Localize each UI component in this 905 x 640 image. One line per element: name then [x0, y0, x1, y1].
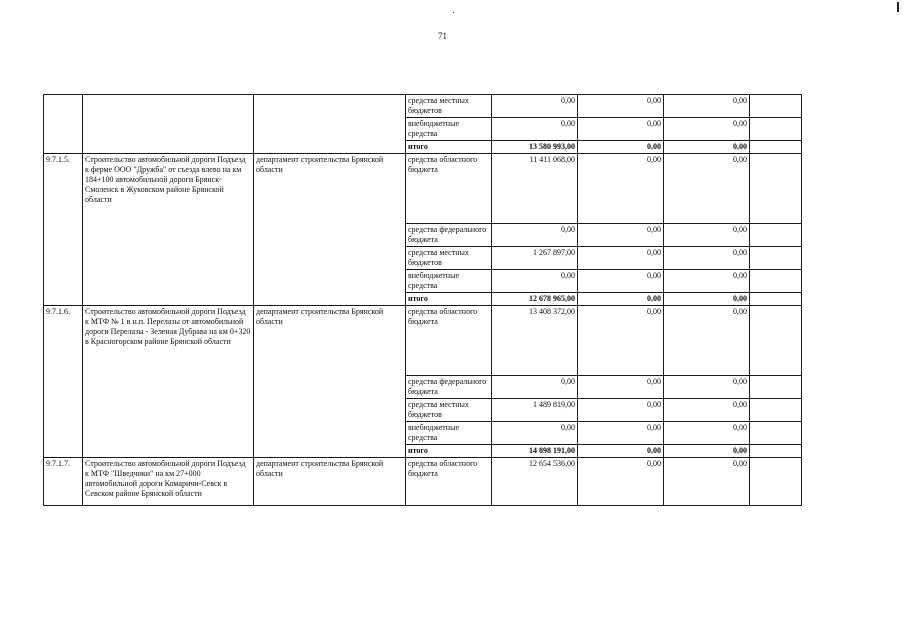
- project-code: 9.7.1.5.: [44, 154, 83, 306]
- extra-cell: [750, 247, 802, 270]
- code-cell: [44, 95, 83, 154]
- project-name: Строительство автомобильной дороги Подъезд к ферме ООО "Дружба" от съезда влево на км 184+100 автомобильной дороги Брянск-Смоленск в Жуковском районе Брянской области: [83, 154, 254, 306]
- amount-v1: 12 654 536,00: [492, 458, 578, 506]
- amount-v2: 0,00: [578, 224, 664, 247]
- amount-v1: 0,00: [492, 95, 578, 118]
- extra-cell: [750, 445, 802, 458]
- extra-cell: [750, 376, 802, 399]
- amount-v1: 0,00: [492, 270, 578, 293]
- amount-v3: 0,00: [664, 293, 750, 306]
- amount-v1: 0,00: [492, 376, 578, 399]
- amount-v2: 0,00: [578, 293, 664, 306]
- extra-cell: [750, 306, 802, 376]
- table-row: [44, 306, 802, 376]
- name-cell: [83, 95, 254, 154]
- funding-source: внебюджетные средства: [406, 422, 492, 445]
- funding-source: средства местных бюджетов: [406, 247, 492, 270]
- amount-v2: 0,00: [578, 399, 664, 422]
- extra-cell: [750, 422, 802, 445]
- amount-v2: 0,00: [578, 247, 664, 270]
- funding-source: средства областного бюджета: [406, 306, 492, 376]
- amount-v1: 0,00: [492, 118, 578, 141]
- funding-source: внебюджетные средства: [406, 118, 492, 141]
- amount-v2: 0,00: [578, 270, 664, 293]
- amount-v3: 0,00: [664, 445, 750, 458]
- project-code: 9.7.1.7.: [44, 458, 83, 506]
- funding-source: средства областного бюджета: [406, 458, 492, 506]
- amount-v1: 0,00: [492, 422, 578, 445]
- total-label: итого: [406, 445, 492, 458]
- table-row: [44, 154, 802, 224]
- amount-v2: 0,00: [578, 306, 664, 376]
- funding-source: средства областного бюджета: [406, 154, 492, 224]
- amount-v1: 13 580 993,00: [492, 141, 578, 154]
- amount-v1: 1 489 819,00: [492, 399, 578, 422]
- extra-cell: [750, 399, 802, 422]
- extra-cell: [750, 224, 802, 247]
- total-label: итого: [406, 141, 492, 154]
- amount-v1: 11 411 068,00: [492, 154, 578, 224]
- project-executor: департамент строительства Брянской области: [254, 154, 406, 306]
- amount-v2: 0,00: [578, 458, 664, 506]
- budget-table: [43, 94, 802, 506]
- project-executor: департамент строительства Брянской области: [254, 306, 406, 458]
- amount-v3: 0,00: [664, 306, 750, 376]
- extra-cell: [750, 270, 802, 293]
- amount-v3: 0,00: [664, 270, 750, 293]
- funding-source: внебюджетные средства: [406, 270, 492, 293]
- amount-v3: 0,00: [664, 422, 750, 445]
- amount-v3: 0,00: [664, 154, 750, 224]
- extra-cell: [750, 118, 802, 141]
- amount-v1: 12 678 965,00: [492, 293, 578, 306]
- amount-v2: 0,00: [578, 118, 664, 141]
- funding-source: средства местных бюджетов: [406, 95, 492, 118]
- amount-v1: 13 408 372,00: [492, 306, 578, 376]
- amount-v3: 0,00: [664, 224, 750, 247]
- amount-v3: 0,00: [664, 376, 750, 399]
- project-name: Строительство автомобильной дороги Подъезд к МТФ № 1 в н.п. Перелазы от автомобильной дороги Перелазы - Зеленая Дубрава на км 0+320 в Красногорском районе Брянской области: [83, 306, 254, 458]
- amount-v3: 0,00: [664, 247, 750, 270]
- project-executor: департамент строительства Брянской области: [254, 458, 406, 506]
- extra-cell: [750, 154, 802, 224]
- amount-v2: 0,00: [578, 154, 664, 224]
- amount-v3: 0,00: [664, 118, 750, 141]
- amount-v1: 0,00: [492, 224, 578, 247]
- scan-mark-dot: [453, 12, 454, 13]
- extra-cell: [750, 95, 802, 118]
- amount-v1: 14 898 191,00: [492, 445, 578, 458]
- funding-source: средства федерального бюджета: [406, 376, 492, 399]
- table-row: [44, 95, 802, 118]
- project-code: 9.7.1.6.: [44, 306, 83, 458]
- amount-v3: 0,00: [664, 95, 750, 118]
- funding-source: средства федерального бюджета: [406, 224, 492, 247]
- table-row: [44, 458, 802, 506]
- scan-mark-top-right: [897, 2, 899, 12]
- amount-v2: 0,00: [578, 141, 664, 154]
- total-label: итого: [406, 293, 492, 306]
- amount-v2: 0,00: [578, 445, 664, 458]
- project-name: Строительство автомобильной дороги Подъезд к МТФ "Шведчики" на км 27+000 автомобильной дороги Комаричи-Севск в Севском районе Брянской области: [83, 458, 254, 506]
- page-number: 71: [438, 31, 447, 41]
- funding-source: средства местных бюджетов: [406, 399, 492, 422]
- amount-v2: 0,00: [578, 376, 664, 399]
- extra-cell: [750, 458, 802, 506]
- amount-v1: 1 267 897,00: [492, 247, 578, 270]
- amount-v2: 0,00: [578, 95, 664, 118]
- amount-v3: 0,00: [664, 399, 750, 422]
- amount-v3: 0,00: [664, 141, 750, 154]
- extra-cell: [750, 141, 802, 154]
- extra-cell: [750, 293, 802, 306]
- amount-v3: 0,00: [664, 458, 750, 506]
- executor-cell: [254, 95, 406, 154]
- amount-v2: 0,00: [578, 422, 664, 445]
